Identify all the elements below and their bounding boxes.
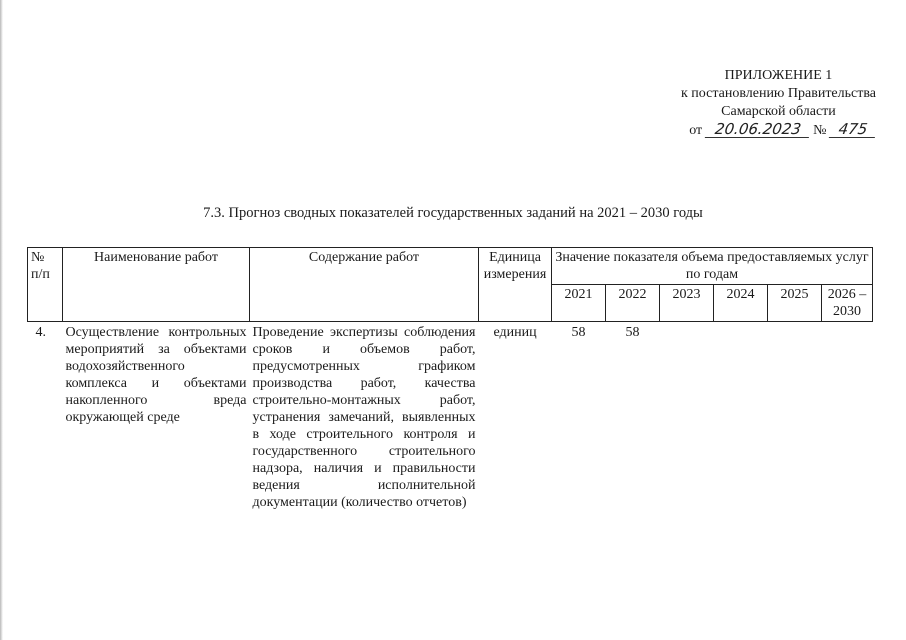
row-unit: единиц — [493, 325, 537, 340]
row-name: Осуществление контрольных мероприятий за объектами водохозяйственного комплекса и объектами накопленного вреда окружающей среде — [65, 325, 247, 425]
header-content: Содержание работ — [250, 248, 479, 322]
indicators-table — [27, 247, 873, 513]
row-value — [660, 322, 714, 514]
handwritten-number: 475 — [829, 121, 877, 138]
header-value-group: Значение показателя объема предоставляемых услуг по годам — [552, 248, 873, 285]
table-row — [28, 322, 873, 514]
row-num: 4. — [35, 325, 46, 340]
appendix-line-2: к постановлению Правительства — [680, 86, 876, 101]
appendix-line-3: Самарской области — [721, 104, 836, 119]
appendix-title: ПРИЛОЖЕНИЕ 1 — [724, 68, 833, 83]
scan-edge-shadow — [0, 0, 3, 640]
appendix-header — [681, 67, 876, 140]
handwritten-date: 20.06.2023 — [704, 121, 810, 138]
header-year: 2025 — [768, 285, 822, 322]
date-label: от — [689, 123, 703, 138]
appendix-signature-line — [681, 121, 876, 140]
row-value: 58 — [625, 325, 640, 340]
row-value — [822, 322, 873, 514]
header-unit: Единица измерения — [479, 248, 552, 322]
table-header-row — [28, 248, 873, 285]
number-label: № — [813, 123, 827, 138]
document-title: 7.3. Прогноз сводных показателей государственных заданий на 2021 – 2030 годы — [203, 205, 703, 221]
header-name: Наименование работ — [63, 248, 250, 322]
row-content: Проведение экспертизы соблюдения сроков и объемов работ, предусмотренных графиком производства работ, качества строительно-монтажных работ, устранения замечаний, выявленных в ходе строительного контроля и государственного строительного надзора, наличия и правильности ведения исполнительной документации (количество отчетов) — [252, 325, 476, 510]
header-year: 2023 — [660, 285, 714, 322]
row-value — [714, 322, 768, 514]
header-year: 2021 — [552, 285, 606, 322]
header-year: 2024 — [714, 285, 768, 322]
header-num: № п/п — [28, 248, 63, 322]
header-year: 2026 – 2030 — [822, 285, 873, 322]
row-value: 58 — [571, 325, 586, 340]
row-value — [768, 322, 822, 514]
header-year: 2022 — [606, 285, 660, 322]
